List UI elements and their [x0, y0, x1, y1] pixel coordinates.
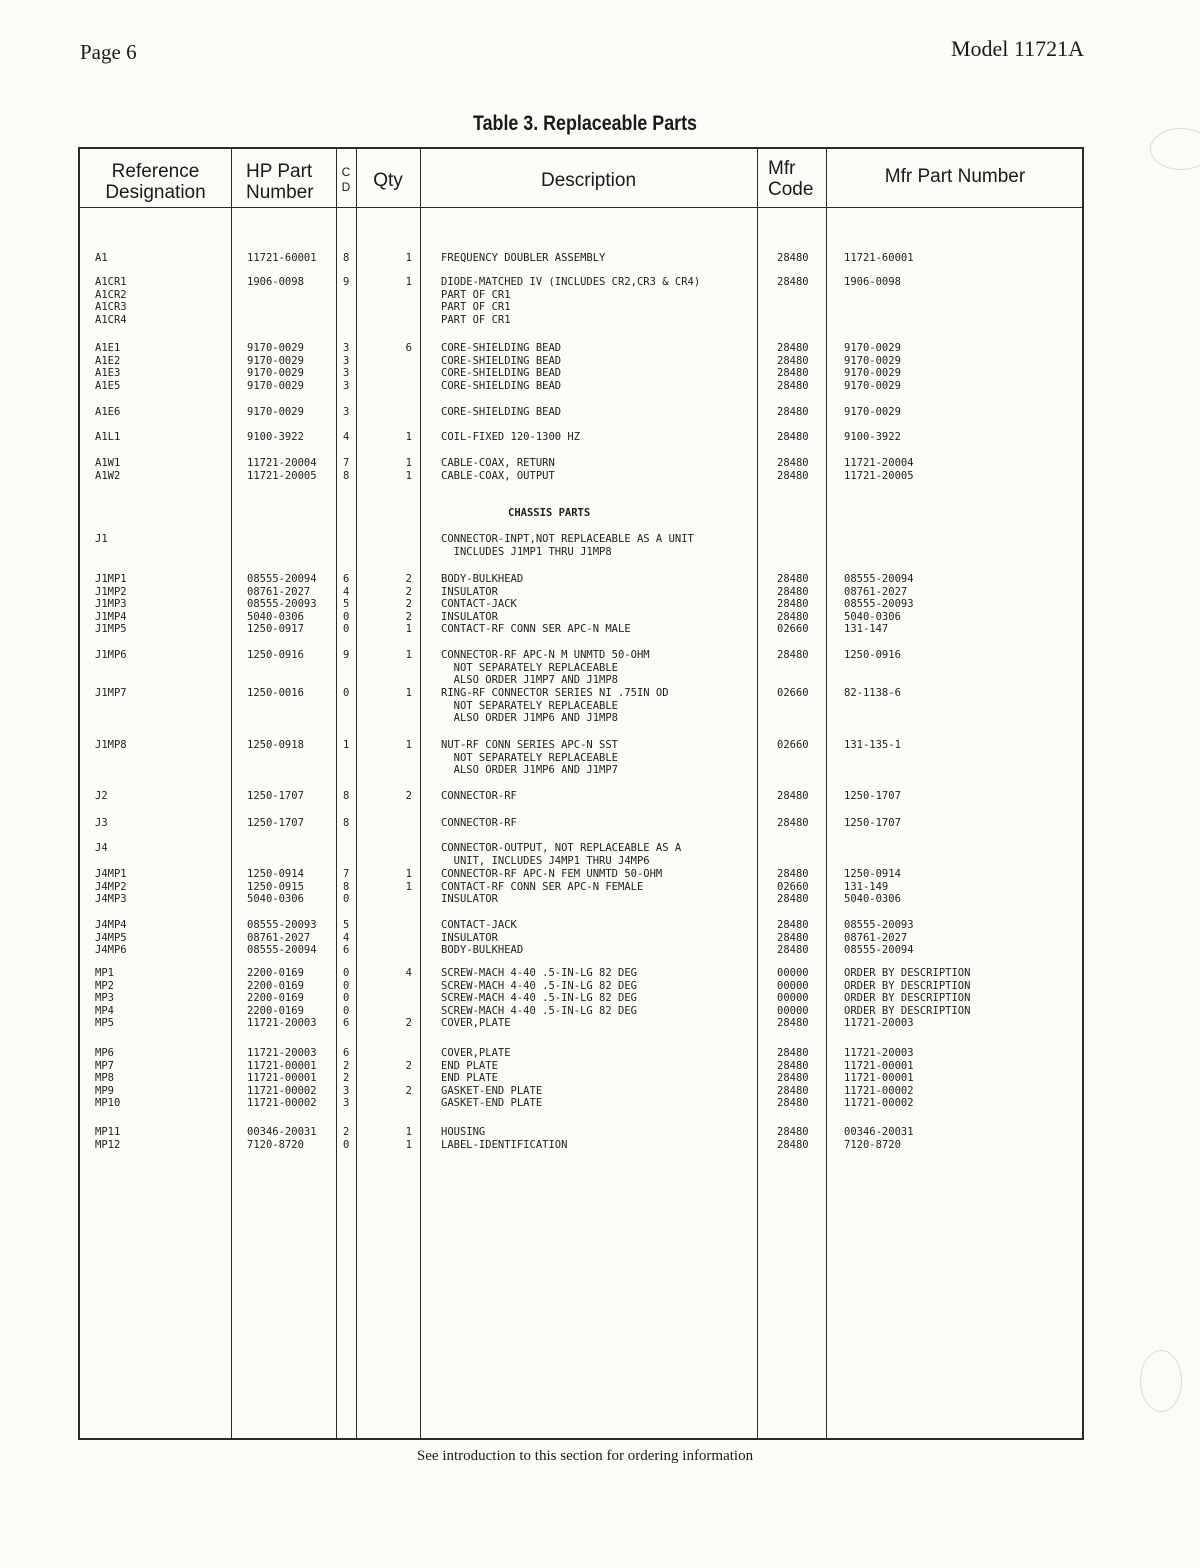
cell-qty: 1: [405, 739, 412, 751]
cell-cd: 2 0: [343, 1126, 350, 1151]
cell-mfr: 28480 02660 28480: [777, 868, 809, 905]
cell-ref: A1L1: [95, 431, 121, 443]
cell-hp: 2200-0169 2200-0169 2200-0169 2200-0169 11721-20003: [247, 967, 317, 1029]
cell-cd: 3 3 3 3: [343, 342, 350, 392]
column-divider: [336, 149, 337, 1438]
cell-cd: 5 4 6: [343, 919, 350, 956]
cell-desc: CABLE-COAX, RETURN CABLE-COAX, OUTPUT: [441, 457, 555, 482]
cell-desc: HOUSING LABEL-IDENTIFICATION: [441, 1126, 568, 1151]
cell-qty: 2 2 2 2 1: [405, 573, 412, 635]
cell-mpn: 08555-20093 08761-2027 08555-20094: [844, 919, 914, 956]
footer-note: See introduction to this section for ordering information: [416, 1448, 754, 1464]
cell-ref: A1E6: [95, 406, 121, 418]
header-description: Description: [540, 170, 637, 191]
cell-mpn: 9170-0029 9170-0029 9170-0029 9170-0029: [844, 342, 901, 392]
header-text: D: [341, 180, 351, 194]
cell-mpn: 08555-20094 08761-2027 08555-20093 5040-0306 131-147: [844, 573, 914, 635]
cell-hp: 11721-60001: [247, 252, 317, 264]
cell-mfr: 28480: [777, 817, 809, 829]
parts-table: [78, 147, 1084, 1440]
cell-mpn: 1906-0098: [844, 276, 901, 288]
cell-desc: SCREW-MACH 4-40 .5-IN-LG 82 DEG SCREW-MACH 4-40 .5-IN-LG 82 DEG SCREW-MACH 4-40 .5-IN-LG 82 DEG SCREW-MACH 4-40 .5-IN-LG 82 DEG COVER,PLATE: [441, 967, 637, 1029]
cell-qty: 1 1: [405, 457, 412, 482]
section-heading: CHASSIS PARTS: [508, 507, 591, 519]
cell-desc: NUT-RF CONN SERIES APC-N SST NOT SEPARATELY REPLACEABLE ALSO ORDER J1MP6 AND J1MP7: [441, 739, 619, 776]
cell-cd: 6 4 5 0 0: [343, 573, 350, 635]
cell-desc: COVER,PLATE END PLATE END PLATE GASKET-END PLATE GASKET-END PLATE: [441, 1047, 543, 1109]
header-hp-part-number: [246, 161, 314, 203]
header-text: C: [341, 165, 351, 179]
cell-cd: 3: [343, 406, 350, 418]
cell-mfr: 28480 28480: [777, 457, 809, 482]
column-divider: [231, 149, 232, 1438]
cell-qty: 2: [405, 790, 412, 802]
cell-mpn: 9170-0029: [844, 406, 901, 418]
cell-desc: RING-RF CONNECTOR SERIES NI .75IN OD NOT SEPARATELY REPLACEABLE ALSO ORDER J1MP6 AND J1MP8: [441, 687, 669, 724]
header-divider: [80, 207, 1082, 208]
cell-mpn: 00346-20031 7120-8720: [844, 1126, 914, 1151]
table-title: Table 3. Replaceable Parts: [473, 112, 697, 135]
cell-mpn: 1250-1707: [844, 790, 901, 802]
header-text: Code: [768, 179, 814, 200]
header-check-digit: [336, 165, 356, 195]
cell-mfr: 28480 28480 28480 28480 02660: [777, 573, 809, 635]
header-text: Reference: [111, 161, 200, 182]
cell-ref: A1W1 A1W2: [95, 457, 121, 482]
cell-mfr: 28480: [777, 276, 809, 288]
header-text: Designation: [105, 182, 206, 203]
cell-mpn: 131-135-1: [844, 739, 901, 751]
cell-desc: CORE-SHIELDING BEAD: [441, 406, 562, 418]
cell-cd: 8: [343, 790, 350, 802]
cell-ref: J4: [95, 842, 108, 854]
cell-qty: 1 1: [405, 1126, 412, 1151]
header-text: Mfr: [768, 158, 796, 179]
model-number: Model 11721A: [950, 36, 1084, 61]
cell-desc: FREQUENCY DOUBLER ASSEMBLY: [441, 252, 606, 264]
cell-mpn: 11721-60001: [844, 252, 914, 264]
column-divider: [420, 149, 421, 1438]
cell-mfr: 28480: [777, 431, 809, 443]
cell-cd: 9: [343, 276, 350, 288]
cell-mpn: 1250-0916: [844, 649, 901, 661]
cell-mfr: 28480 28480: [777, 1126, 809, 1151]
page-blemish: [1140, 1350, 1182, 1412]
cell-hp: 1250-1707: [247, 790, 304, 802]
cell-hp: 1250-0918: [247, 739, 304, 751]
cell-desc: BODY-BULKHEAD INSULATOR CONTACT-JACK INSULATOR CONTACT-RF CONN SER APC-N MALE: [441, 573, 631, 635]
cell-desc: CONTACT-JACK INSULATOR BODY-BULKHEAD: [441, 919, 524, 956]
cell-hp: 00346-20031 7120-8720: [247, 1126, 317, 1151]
cell-cd: 0: [343, 687, 350, 699]
header-mfr-part-number: Mfr Part Number: [884, 166, 1026, 187]
cell-hp: 1250-0914 1250-0915 5040-0306: [247, 868, 304, 905]
cell-mfr: 28480 28480 28480 28480 28480: [777, 1047, 809, 1109]
cell-ref: J2: [95, 790, 108, 802]
cell-ref: MP1 MP2 MP3 MP4 MP5: [95, 967, 114, 1029]
column-divider: [826, 149, 827, 1438]
cell-qty: 1 1: [405, 868, 412, 893]
cell-cd: 7 8 0: [343, 868, 350, 905]
cell-mfr: 28480: [777, 790, 809, 802]
cell-cd: 4: [343, 431, 350, 443]
cell-desc: CONNECTOR-RF APC-N FEM UNMTD 50-OHM CONTACT-RF CONN SER APC-N FEMALE INSULATOR: [441, 868, 663, 905]
cell-ref: J1MP6: [95, 649, 127, 661]
cell-desc: CONNECTOR-OUTPUT, NOT REPLACEABLE AS A UNIT, INCLUDES J4MP1 THRU J4MP6: [441, 842, 682, 867]
cell-hp: 9100-3922: [247, 431, 304, 443]
cell-mfr: 28480 28480 28480: [777, 919, 809, 956]
cell-desc: DIODE-MATCHED IV (INCLUDES CR2,CR3 & CR4) PART OF CR1 PART OF CR1 PART OF CR1: [441, 276, 701, 326]
header-qty: Qty: [373, 170, 403, 191]
cell-mpn: 1250-0914 131-149 5040-0306: [844, 868, 901, 905]
cell-mfr: 28480: [777, 649, 809, 661]
cell-hp: 9170-0029 9170-0029 9170-0029 9170-0029: [247, 342, 304, 392]
cell-mfr: 28480: [777, 406, 809, 418]
cell-qty: 1: [405, 431, 412, 443]
cell-cd: 1: [343, 739, 350, 751]
header-reference-designation: [80, 161, 231, 203]
cell-qty: 2 2: [405, 1059, 412, 1097]
cell-hp: 9170-0029: [247, 406, 304, 418]
cell-cd: 7 8: [343, 457, 350, 482]
cell-ref: J4MP1 J4MP2 J4MP3: [95, 868, 127, 905]
cell-qty: 1: [405, 687, 412, 699]
cell-desc: CONNECTOR-RF APC-N M UNMTD 50-OHM NOT SEPARATELY REPLACEABLE ALSO ORDER J1MP7 AND J1MP8: [441, 649, 650, 686]
cell-mpn: 82-1138-6: [844, 687, 901, 699]
cell-ref: A1: [95, 252, 108, 264]
cell-mpn: ORDER BY DESCRIPTION ORDER BY DESCRIPTION ORDER BY DESCRIPTION ORDER BY DESCRIPTION 11721-20003: [844, 967, 971, 1029]
cell-mfr: 28480: [777, 252, 809, 264]
cell-desc: CORE-SHIELDING BEAD CORE-SHIELDING BEAD CORE-SHIELDING BEAD CORE-SHIELDING BEAD: [441, 342, 562, 392]
cell-mpn: 11721-20003 11721-00001 11721-00001 11721-00002 11721-00002: [844, 1047, 914, 1109]
cell-desc: COIL-FIXED 120-1300 HZ: [441, 431, 581, 443]
cell-mfr: 28480 28480 28480 28480: [777, 342, 809, 392]
cell-hp: 08555-20094 08761-2027 08555-20093 5040-0306 1250-0917: [247, 573, 317, 635]
header-text: Number: [246, 182, 314, 203]
page-number: Page 6: [80, 40, 137, 64]
cell-ref: A1CR1 A1CR2 A1CR3 A1CR4: [95, 276, 127, 326]
cell-hp: 1250-1707: [247, 817, 304, 829]
page-blemish: [1150, 128, 1200, 170]
cell-cd: 6 2 2 3 3: [343, 1047, 350, 1109]
cell-hp: 1906-0098: [247, 276, 304, 288]
cell-ref: MP6 MP7 MP8 MP9 MP10: [95, 1047, 121, 1109]
cell-mfr: 00000 00000 00000 00000 28480: [777, 967, 809, 1029]
cell-ref: J1MP7: [95, 687, 127, 699]
cell-mpn: 9100-3922: [844, 431, 901, 443]
column-divider: [356, 149, 357, 1438]
cell-cd: 8: [343, 252, 350, 264]
cell-qty: 4 2: [405, 967, 412, 1029]
cell-cd: 0 0 0 0 6: [343, 967, 350, 1029]
cell-ref: J3: [95, 817, 108, 829]
header-mfr-code: [768, 158, 813, 200]
cell-qty: 1: [405, 276, 412, 288]
cell-cd: 8: [343, 817, 350, 829]
cell-mfr: 02660: [777, 687, 809, 699]
cell-qty: 6: [405, 342, 412, 354]
cell-qty: 1: [405, 252, 412, 264]
cell-ref: J4MP4 J4MP5 J4MP6: [95, 919, 127, 956]
cell-mpn: 1250-1707: [844, 817, 901, 829]
cell-ref: MP11 MP12: [95, 1126, 121, 1151]
cell-hp: 08555-20093 08761-2027 08555-20094: [247, 919, 317, 956]
cell-mfr: 02660: [777, 739, 809, 751]
cell-ref: J1MP1 J1MP2 J1MP3 J1MP4 J1MP5: [95, 573, 127, 635]
cell-cd: 9: [343, 649, 350, 661]
cell-qty: 1: [405, 649, 412, 661]
header-text: HP Part: [246, 161, 313, 182]
cell-hp: 11721-20003 11721-00001 11721-00001 11721-00002 11721-00002: [247, 1047, 317, 1109]
cell-hp: 1250-0016: [247, 687, 304, 699]
cell-desc: CONNECTOR-RF: [441, 790, 517, 802]
cell-ref: A1E1 A1E2 A1E3 A1E5: [95, 342, 121, 392]
cell-hp: 1250-0916: [247, 649, 304, 661]
cell-desc: CONNECTOR-RF: [441, 817, 517, 829]
cell-mpn: 11721-20004 11721-20005: [844, 457, 914, 482]
cell-hp: 11721-20004 11721-20005: [247, 457, 317, 482]
cell-ref: J1MP8: [95, 739, 127, 751]
cell-desc: CONNECTOR-INPT,NOT REPLACEABLE AS A UNIT INCLUDES J1MP1 THRU J1MP8: [441, 533, 694, 558]
cell-ref: J1: [95, 533, 108, 545]
column-divider: [757, 149, 758, 1438]
